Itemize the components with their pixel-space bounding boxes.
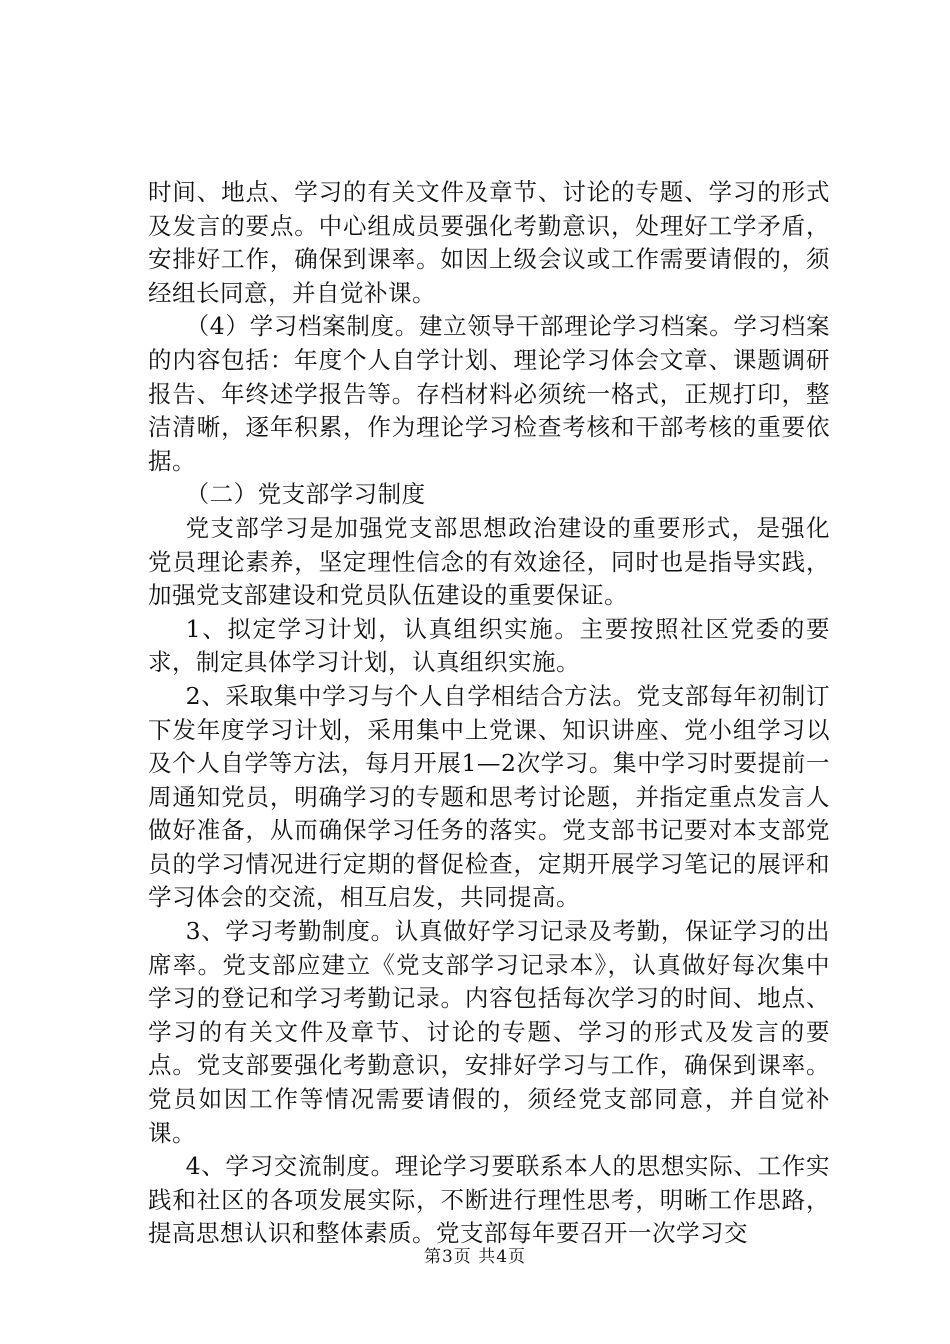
paragraph-item-3: 3、学习考勤制度。认真做好学习记录及考勤，保证学习的出席率。党支部应建立《党支部学习记录本》，认真做好每次集中学习的登记和学习考勤记录。内容包括每次学习的时间、地点、学习的有关文件及章节、讨论的专题、学习的形式及发言的要点。党支部要强化考勤意识，安排好学习与工作，确保到课率。党员如因工作等情况需要请假的，须经党支部同意，并自觉补课。 <box>148 917 830 1147</box>
section-heading-branch-study: （二）党支部学习制度 <box>185 480 426 509</box>
document-body <box>148 176 830 1251</box>
paragraph-continuation: 时间、地点、学习的有关文件及章节、讨论的专题、学习的形式及发言的要点。中心组成员要强化考勤意识，处理好工学矛盾，安排好工作，确保到课率。如因上级会议或工作需要请假的，须经组长同意，并自觉补课。 <box>148 178 830 307</box>
paragraph-item-4: 4、学习交流制度。理论学习要联系本人的思想实际、工作实践和社区的各项发展实际，不断进行理性思考，明晰工作思路，提高思想认识和整体素质。党支部每年要召开一次学习交 <box>148 1152 830 1248</box>
paragraph-branch-intro: 党支部学习是加强党支部思想政治建设的重要形式，是强化党员理论素养，坚定理性信念的有效途径，同时也是指导实践，加强党支部建设和党员队伍建设的重要保证。 <box>148 513 830 610</box>
paragraph-archive-system: （4）学习档案制度。建立领导干部理论学习档案。学习档案的内容包括：年度个人自学计划、理论学习体会文章、课题调研报告、年终述学报告等。存档材料必须统一格式，正规打印，整洁清晰，逐年积累，作为理论学习检查考核和干部考核的重要依据。 <box>148 312 830 475</box>
page-number-footer: 第3页 共4页 <box>423 1247 527 1267</box>
paragraph-item-2: 2、采取集中学习与个人自学相结合方法。党支部每年初制订下发年度学习计划，采用集中上党课、知识讲座、党小组学习以及个人自学等方法，每月开展1—2次学习。集中学习时要提前一周通知党员，明确学习的专题和思考讨论题，并指定重点发言人做好准备，从而确保学习任务的落实。党支部书记要对本支部党员的学习情况进行定期的督促检查，定期开展学习笔记的展评和学习体会的交流，相互启发，共同提高。 <box>148 681 830 912</box>
paragraph-item-1: 1、拟定学习计划，认真组织实施。主要按照社区党委的要求，制定具体学习计划，认真组织实施。 <box>148 614 830 677</box>
